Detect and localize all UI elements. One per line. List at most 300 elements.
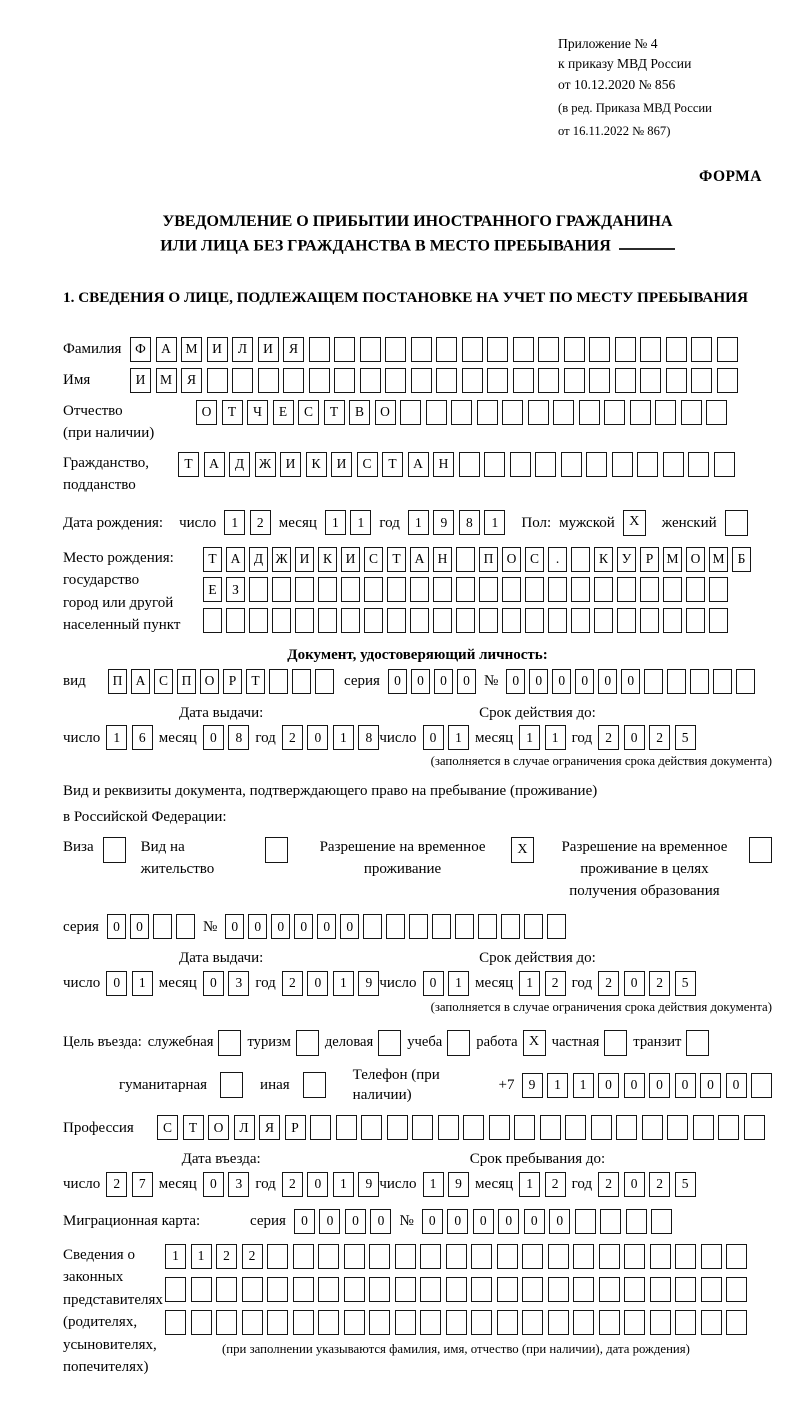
char-cell[interactable]: А [204,452,225,477]
char-cell[interactable]: 2 [598,971,619,996]
char-cell[interactable]: 0 [552,669,571,694]
char-cell[interactable]: 1 [106,725,127,750]
char-cell[interactable]: Н [433,547,452,572]
char-cell[interactable] [369,1310,390,1335]
char-cell[interactable] [360,368,381,393]
char-cell[interactable] [744,1115,765,1140]
char-cell[interactable] [726,1310,747,1335]
char-cell[interactable]: 8 [358,725,379,750]
char-cell[interactable]: Я [181,368,202,393]
char-cell[interactable] [528,400,549,425]
char-cell[interactable] [599,1244,620,1269]
char-cell[interactable]: 0 [624,1172,645,1197]
char-cell[interactable]: Д [229,452,250,477]
char-cell[interactable]: 5 [675,1172,696,1197]
char-cell[interactable] [594,577,613,602]
char-cell[interactable]: 1 [448,725,469,750]
char-cell[interactable] [573,1277,594,1302]
char-cell[interactable]: Т [324,400,345,425]
char-cell[interactable] [686,577,705,602]
char-cell[interactable]: . [548,547,567,572]
char-cell[interactable]: 1 [333,971,354,996]
char-cell[interactable]: 0 [203,971,224,996]
char-cell[interactable]: 0 [317,914,336,939]
checkbox-purpose-business[interactable] [378,1030,401,1056]
char-cell[interactable] [624,1310,645,1335]
char-cell[interactable]: 0 [598,1073,619,1098]
char-cell[interactable]: У [617,547,636,572]
char-cell[interactable] [637,452,658,477]
char-cell[interactable]: Ж [272,547,291,572]
char-cell[interactable] [615,368,636,393]
char-cell[interactable] [547,914,566,939]
char-cell[interactable] [334,337,355,362]
char-cell[interactable] [599,1310,620,1335]
char-cell[interactable] [497,1244,518,1269]
char-cell[interactable] [600,1209,621,1234]
char-cell[interactable] [535,452,556,477]
char-cell[interactable]: 0 [726,1073,747,1098]
char-cell[interactable]: 9 [522,1073,543,1098]
char-cell[interactable] [360,337,381,362]
char-cell[interactable]: 2 [282,725,303,750]
char-cell[interactable]: Т [246,669,265,694]
char-cell[interactable]: 1 [519,725,540,750]
char-cell[interactable] [341,608,360,633]
char-cell[interactable] [295,608,314,633]
char-cell[interactable]: 0 [598,669,617,694]
char-cell[interactable] [640,368,661,393]
char-cell[interactable] [514,1115,535,1140]
char-cell[interactable] [433,608,452,633]
char-cell[interactable] [650,1277,671,1302]
char-cell[interactable]: М [663,547,682,572]
char-cell[interactable] [524,914,543,939]
char-cell[interactable]: 2 [545,971,566,996]
char-cell[interactable] [479,577,498,602]
char-cell[interactable] [318,1277,339,1302]
char-cell[interactable] [666,337,687,362]
char-cell[interactable]: И [207,337,228,362]
char-cell[interactable] [709,608,728,633]
checkbox-purpose-tourism[interactable] [296,1030,319,1056]
char-cell[interactable]: С [298,400,319,425]
char-cell[interactable] [344,1310,365,1335]
char-cell[interactable] [456,547,475,572]
char-cell[interactable]: 2 [250,510,271,535]
char-cell[interactable]: 0 [423,971,444,996]
char-cell[interactable]: 0 [271,914,290,939]
char-cell[interactable]: 0 [621,669,640,694]
char-cell[interactable]: 9 [448,1172,469,1197]
char-cell[interactable]: Е [203,577,222,602]
char-cell[interactable] [420,1310,441,1335]
char-cell[interactable]: О [686,547,705,572]
char-cell[interactable] [446,1244,467,1269]
char-cell[interactable]: 0 [130,914,149,939]
char-cell[interactable]: 0 [473,1209,494,1234]
char-cell[interactable] [626,1209,647,1234]
char-cell[interactable]: С [364,547,383,572]
char-cell[interactable] [462,368,483,393]
char-cell[interactable] [269,669,288,694]
char-cell[interactable] [451,400,472,425]
char-cell[interactable] [385,368,406,393]
char-cell[interactable]: 2 [649,971,670,996]
char-cell[interactable] [411,368,432,393]
char-cell[interactable]: 1 [484,510,505,535]
char-cell[interactable] [706,400,727,425]
checkbox-purpose-study[interactable] [447,1030,470,1056]
char-cell[interactable]: Н [433,452,454,477]
char-cell[interactable] [709,577,728,602]
char-cell[interactable] [216,1310,237,1335]
char-cell[interactable]: Л [234,1115,255,1140]
char-cell[interactable] [433,577,452,602]
char-cell[interactable] [564,368,585,393]
char-cell[interactable]: С [154,669,173,694]
char-cell[interactable] [650,1244,671,1269]
char-cell[interactable] [207,368,228,393]
char-cell[interactable] [336,1115,357,1140]
char-cell[interactable]: Я [283,337,304,362]
char-cell[interactable]: 0 [549,1209,570,1234]
char-cell[interactable] [489,1115,510,1140]
checkbox-residence-permit[interactable] [265,837,288,863]
char-cell[interactable] [726,1277,747,1302]
char-cell[interactable]: 0 [294,1209,315,1234]
char-cell[interactable] [411,337,432,362]
char-cell[interactable]: Т [222,400,243,425]
char-cell[interactable]: Д [249,547,268,572]
char-cell[interactable]: 6 [132,725,153,750]
char-cell[interactable]: 2 [649,725,670,750]
char-cell[interactable] [525,577,544,602]
char-cell[interactable] [663,577,682,602]
checkbox-purpose-official[interactable] [218,1030,241,1056]
char-cell[interactable] [315,669,334,694]
char-cell[interactable] [426,400,447,425]
char-cell[interactable]: 0 [457,669,476,694]
char-cell[interactable] [667,1115,688,1140]
char-cell[interactable] [344,1244,365,1269]
char-cell[interactable]: 3 [228,1172,249,1197]
char-cell[interactable] [718,1115,739,1140]
char-cell[interactable] [420,1244,441,1269]
char-cell[interactable] [713,669,732,694]
char-cell[interactable] [513,368,534,393]
char-cell[interactable]: Ф [130,337,151,362]
char-cell[interactable] [548,1244,569,1269]
char-cell[interactable] [471,1310,492,1335]
char-cell[interactable]: 2 [216,1244,237,1269]
char-cell[interactable] [586,452,607,477]
char-cell[interactable] [701,1244,722,1269]
char-cell[interactable]: В [349,400,370,425]
char-cell[interactable] [249,608,268,633]
char-cell[interactable]: А [410,547,429,572]
checkbox-gender-female[interactable] [725,510,748,536]
char-cell[interactable] [548,1310,569,1335]
char-cell[interactable] [165,1277,186,1302]
char-cell[interactable] [497,1310,518,1335]
char-cell[interactable] [191,1277,212,1302]
char-cell[interactable]: 1 [191,1244,212,1269]
char-cell[interactable] [267,1310,288,1335]
char-cell[interactable]: 1 [408,510,429,535]
char-cell[interactable] [318,1310,339,1335]
char-cell[interactable] [487,337,508,362]
char-cell[interactable] [242,1310,263,1335]
char-cell[interactable] [318,577,337,602]
char-cell[interactable]: Т [382,452,403,477]
char-cell[interactable]: З [226,577,245,602]
char-cell[interactable] [630,400,651,425]
char-cell[interactable]: А [226,547,245,572]
checkbox-purpose-transit[interactable] [686,1030,709,1056]
char-cell[interactable] [363,914,382,939]
char-cell[interactable] [386,914,405,939]
char-cell[interactable] [644,669,663,694]
char-cell[interactable] [690,669,709,694]
char-cell[interactable] [561,452,582,477]
char-cell[interactable] [456,608,475,633]
char-cell[interactable] [513,337,534,362]
char-cell[interactable]: К [594,547,613,572]
char-cell[interactable] [538,337,559,362]
checkbox-purpose-other[interactable] [303,1072,326,1098]
char-cell[interactable]: 2 [649,1172,670,1197]
char-cell[interactable]: 1 [132,971,153,996]
char-cell[interactable] [538,368,559,393]
char-cell[interactable] [717,337,738,362]
char-cell[interactable] [691,368,712,393]
char-cell[interactable] [242,1277,263,1302]
char-cell[interactable] [410,608,429,633]
char-cell[interactable] [650,1310,671,1335]
char-cell[interactable] [153,914,172,939]
char-cell[interactable]: 0 [422,1209,443,1234]
char-cell[interactable]: 0 [388,669,407,694]
char-cell[interactable] [267,1244,288,1269]
checkbox-gender-male[interactable]: X [623,510,646,536]
char-cell[interactable]: Р [223,669,242,694]
char-cell[interactable] [446,1310,467,1335]
char-cell[interactable] [571,547,590,572]
char-cell[interactable]: Ч [247,400,268,425]
char-cell[interactable]: 0 [203,725,224,750]
char-cell[interactable] [216,1277,237,1302]
char-cell[interactable]: 0 [307,1172,328,1197]
char-cell[interactable] [501,914,520,939]
char-cell[interactable] [548,577,567,602]
char-cell[interactable]: 0 [447,1209,468,1234]
char-cell[interactable] [688,452,709,477]
char-cell[interactable] [667,669,686,694]
char-cell[interactable]: И [280,452,301,477]
char-cell[interactable] [226,608,245,633]
char-cell[interactable]: 1 [423,1172,444,1197]
char-cell[interactable]: М [709,547,728,572]
char-cell[interactable] [334,368,355,393]
char-cell[interactable]: 0 [370,1209,391,1234]
char-cell[interactable] [369,1244,390,1269]
char-cell[interactable]: 0 [624,1073,645,1098]
char-cell[interactable] [591,1115,612,1140]
char-cell[interactable] [341,577,360,602]
char-cell[interactable]: 0 [307,725,328,750]
char-cell[interactable] [395,1244,416,1269]
char-cell[interactable] [573,1310,594,1335]
char-cell[interactable]: 0 [294,914,313,939]
char-cell[interactable] [522,1244,543,1269]
char-cell[interactable] [410,577,429,602]
char-cell[interactable]: Л [232,337,253,362]
char-cell[interactable]: 1 [325,510,346,535]
char-cell[interactable]: О [375,400,396,425]
char-cell[interactable]: 8 [459,510,480,535]
char-cell[interactable] [361,1115,382,1140]
char-cell[interactable]: 0 [225,914,244,939]
char-cell[interactable] [477,400,498,425]
char-cell[interactable]: 1 [333,725,354,750]
char-cell[interactable]: 1 [547,1073,568,1098]
char-cell[interactable] [385,337,406,362]
char-cell[interactable] [675,1244,696,1269]
char-cell[interactable] [571,577,590,602]
char-cell[interactable]: Я [259,1115,280,1140]
char-cell[interactable] [502,577,521,602]
char-cell[interactable] [176,914,195,939]
char-cell[interactable] [548,608,567,633]
char-cell[interactable]: Т [387,547,406,572]
char-cell[interactable]: О [502,547,521,572]
char-cell[interactable] [400,400,421,425]
char-cell[interactable] [599,1277,620,1302]
char-cell[interactable] [612,452,633,477]
char-cell[interactable] [292,669,311,694]
char-cell[interactable] [479,608,498,633]
char-cell[interactable] [640,608,659,633]
char-cell[interactable] [575,1209,596,1234]
char-cell[interactable]: 2 [598,725,619,750]
char-cell[interactable] [701,1310,722,1335]
char-cell[interactable] [502,608,521,633]
char-cell[interactable] [502,400,523,425]
char-cell[interactable]: К [318,547,337,572]
char-cell[interactable]: С [357,452,378,477]
char-cell[interactable] [232,368,253,393]
char-cell[interactable]: 1 [333,1172,354,1197]
char-cell[interactable]: И [341,547,360,572]
char-cell[interactable] [436,368,457,393]
char-cell[interactable] [258,368,279,393]
char-cell[interactable]: П [479,547,498,572]
char-cell[interactable]: 0 [575,669,594,694]
char-cell[interactable]: И [295,547,314,572]
char-cell[interactable] [203,608,222,633]
char-cell[interactable] [420,1277,441,1302]
char-cell[interactable] [283,368,304,393]
char-cell[interactable]: 0 [345,1209,366,1234]
char-cell[interactable] [191,1310,212,1335]
char-cell[interactable] [565,1115,586,1140]
char-cell[interactable] [387,1115,408,1140]
char-cell[interactable] [249,577,268,602]
char-cell[interactable] [471,1244,492,1269]
char-cell[interactable]: 0 [307,971,328,996]
char-cell[interactable] [666,368,687,393]
char-cell[interactable]: О [208,1115,229,1140]
char-cell[interactable]: 7 [132,1172,153,1197]
char-cell[interactable]: 0 [434,669,453,694]
char-cell[interactable]: А [156,337,177,362]
char-cell[interactable] [462,337,483,362]
char-cell[interactable]: 2 [242,1244,263,1269]
char-cell[interactable]: 9 [358,971,379,996]
char-cell[interactable]: М [156,368,177,393]
checkbox-purpose-humanitarian[interactable] [220,1072,243,1098]
char-cell[interactable] [714,452,735,477]
char-cell[interactable] [412,1115,433,1140]
char-cell[interactable] [651,1209,672,1234]
char-cell[interactable] [701,1277,722,1302]
char-cell[interactable] [624,1277,645,1302]
char-cell[interactable] [497,1277,518,1302]
char-cell[interactable] [553,400,574,425]
char-cell[interactable]: 1 [519,1172,540,1197]
char-cell[interactable]: П [177,669,196,694]
char-cell[interactable] [616,1115,637,1140]
char-cell[interactable]: 0 [203,1172,224,1197]
char-cell[interactable]: 0 [423,725,444,750]
checkbox-temp-residence-education[interactable] [749,837,772,863]
char-cell[interactable] [663,452,684,477]
char-cell[interactable] [686,608,705,633]
char-cell[interactable] [617,608,636,633]
char-cell[interactable] [604,400,625,425]
char-cell[interactable] [395,1277,416,1302]
char-cell[interactable] [272,577,291,602]
char-cell[interactable] [675,1310,696,1335]
char-cell[interactable]: 0 [529,669,548,694]
char-cell[interactable]: 5 [675,725,696,750]
char-cell[interactable] [471,1277,492,1302]
char-cell[interactable] [640,577,659,602]
char-cell[interactable]: К [306,452,327,477]
char-cell[interactable]: 0 [107,914,126,939]
char-cell[interactable] [579,400,600,425]
char-cell[interactable] [564,337,585,362]
char-cell[interactable]: 0 [248,914,267,939]
char-cell[interactable] [487,368,508,393]
char-cell[interactable]: 0 [340,914,359,939]
checkbox-temp-residence[interactable]: X [511,837,534,863]
char-cell[interactable]: О [196,400,217,425]
char-cell[interactable] [293,1310,314,1335]
char-cell[interactable] [548,1277,569,1302]
char-cell[interactable] [642,1115,663,1140]
char-cell[interactable] [522,1310,543,1335]
char-cell[interactable]: А [408,452,429,477]
char-cell[interactable]: 9 [433,510,454,535]
char-cell[interactable] [594,608,613,633]
char-cell[interactable] [432,914,451,939]
char-cell[interactable]: 1 [350,510,371,535]
char-cell[interactable]: С [157,1115,178,1140]
char-cell[interactable]: 1 [545,725,566,750]
char-cell[interactable]: И [258,337,279,362]
